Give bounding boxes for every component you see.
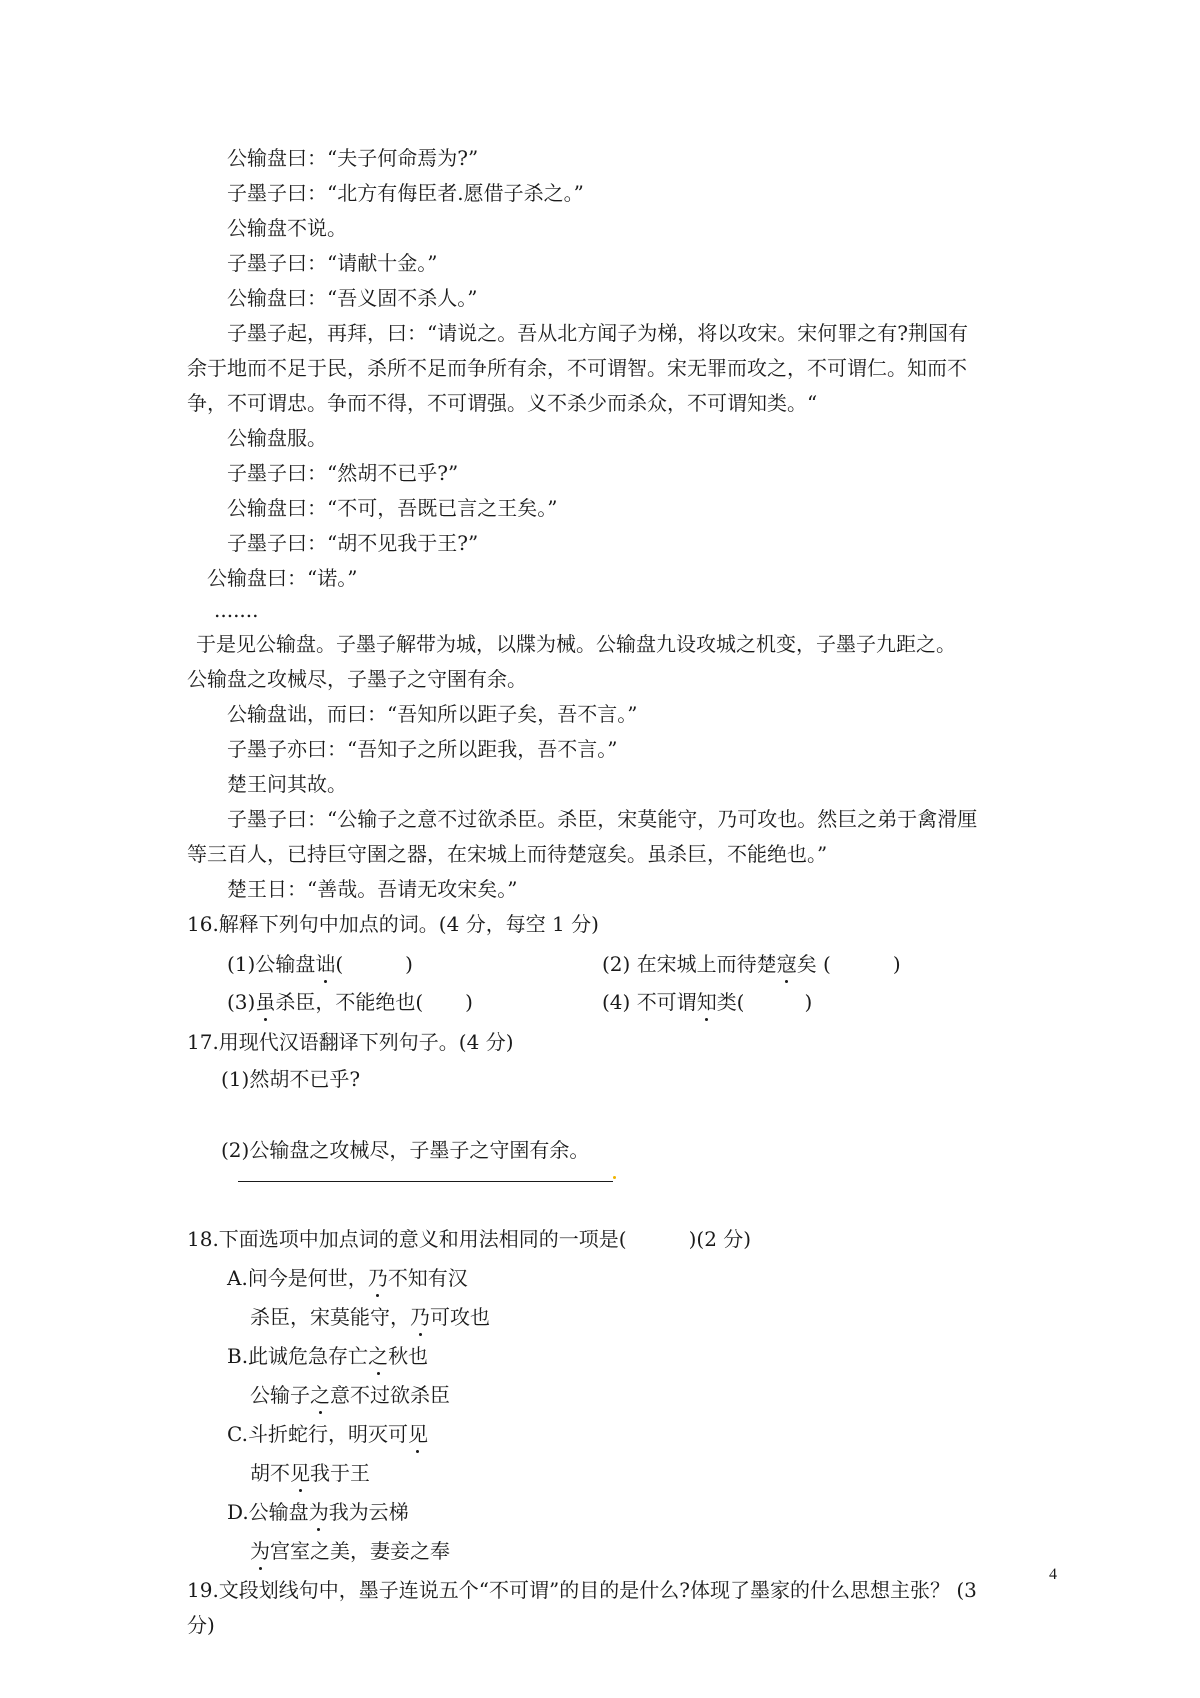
option-d-line-2: 为宫室之美，妻妾之奉 (250, 1539, 450, 1563)
question-19: 19.文段划线句中，墨子连说五个“不可谓”的目的是什么?体现了墨家的什么思想主张？ (3 (187, 1578, 977, 1602)
question-16: 16.解释下列句中加点的词。(4 分，每空 1 分) (187, 912, 599, 936)
option-a-line-2: 杀臣，宋莫能守，乃可攻也 (250, 1305, 490, 1329)
q16-item-3: (3)虽杀臣，不能绝也( ) (227, 990, 473, 1014)
dotted-char: 见 (407, 1422, 428, 1446)
option-c-line-1: C.斗折蛇行，明灭可见 (227, 1422, 428, 1446)
passage-line: 公输盘曰：“不可，吾既已言之王矣。” (227, 496, 558, 520)
passage-line: 公输盘不说。 (227, 216, 347, 240)
passage-line: 子墨子曰：“请献十金。” (227, 251, 438, 275)
question-17: 17.用现代汉语翻译下列句子。(4 分) (187, 1030, 514, 1054)
passage-line: 等三百人，已持巨守圉之器，在宋城上而待楚寇矣。虽杀巨，不能绝也。” (187, 842, 828, 866)
passage-line: 子墨子起，再拜，曰：“请说之。吾从北方闻子为梯，将以攻宋。宋何罪之有?荆国有 (227, 321, 968, 345)
dotted-char: 虽 (255, 990, 276, 1014)
passage-line: 子墨子曰：“北方有侮臣者.愿借子杀之。” (227, 181, 584, 205)
dotted-char: 见 (290, 1461, 310, 1485)
option-d-line-1: D.公输盘为我为云梯 (227, 1500, 409, 1524)
dotted-char: 为 (308, 1500, 329, 1524)
dotted-char: 知 (696, 990, 717, 1014)
option-c-line-2: 胡不见我于王 (250, 1461, 370, 1485)
passage-line: 于是见公输盘。子墨子解带为城，以牒为械。公输盘九设攻城之机变，子墨子九距之。 (196, 632, 956, 656)
dotted-char: 为 (250, 1539, 270, 1563)
dotted-char: 寇 (776, 952, 797, 976)
q17-item-2: (2)公输盘之攻械尽，子墨子之守圉有余。 (221, 1138, 590, 1162)
speck (613, 1176, 616, 1179)
dotted-char: 诎 (315, 952, 336, 976)
dotted-char: 乃 (367, 1266, 388, 1290)
passage-line: 公输盘曰：“夫子何命焉为?” (227, 146, 479, 170)
passage-line: 公输盘服。 (227, 426, 327, 450)
passage-line: 公输盘诎，而曰：“吾知所以距子矣，吾不言。” (227, 702, 638, 726)
passage-line: 公输盘曰：“吾义固不杀人。” (227, 286, 478, 310)
page-number: 4 (1049, 1566, 1057, 1583)
q16-item-2: (2) 在宋城上而待楚寇矣 ( ) (602, 952, 901, 976)
q17-item-1: (1)然胡不已乎? (221, 1067, 361, 1091)
passage-line: 子墨子曰：“公输子之意不过欲杀臣。杀臣，宋莫能守，乃可攻也。然巨之弟于禽滑厘 (227, 807, 978, 831)
passage-line: 余于地而不足于民，杀所不足而争所有余，不可谓智。宋无罪而攻之，不可谓仁。知而不 (187, 356, 967, 380)
passage-line: 楚王日：“善哉。吾请无攻宋矣。” (227, 877, 518, 901)
passage-line: 楚王问其故。 (227, 772, 347, 796)
q16-item-1: (1)公输盘诎( ) (227, 952, 413, 976)
passage-line: 子墨子亦曰：“吾知子之所以距我，吾不言。” (227, 737, 618, 761)
passage-line: 公输盘之攻械尽，子墨子之守圉有余。 (187, 667, 527, 691)
answer-line[interactable] (238, 1181, 613, 1182)
option-b-line-2: 公输子之意不过欲杀臣 (250, 1383, 450, 1407)
option-a-line-1: A.问今是何世，乃不知有汉 (227, 1266, 468, 1290)
passage-line: 子墨子曰：“胡不见我于王?” (227, 531, 479, 555)
dotted-char: 之 (368, 1344, 389, 1368)
passage-line: 子墨子曰：“然胡不已乎?” (227, 461, 459, 485)
ellipsis-line: ....... (214, 598, 259, 622)
dotted-char: 之 (310, 1383, 330, 1407)
question-19-cont: 分) (187, 1613, 215, 1637)
q16-item-4: (4) 不可谓知类( ) (602, 990, 813, 1014)
option-b-line-1: B.此诚危急存亡之秋也 (227, 1344, 429, 1368)
question-18: 18.下面选项中加点词的意义和用法相同的一项是( )(2 分) (187, 1227, 752, 1251)
passage-line: 争，不可谓忠。争而不得，不可谓强。义不杀少而杀众，不可谓知类。“ (187, 391, 818, 415)
passage-line: 公输盘曰：“诺。” (207, 566, 358, 590)
dotted-char: 乃 (410, 1305, 430, 1329)
